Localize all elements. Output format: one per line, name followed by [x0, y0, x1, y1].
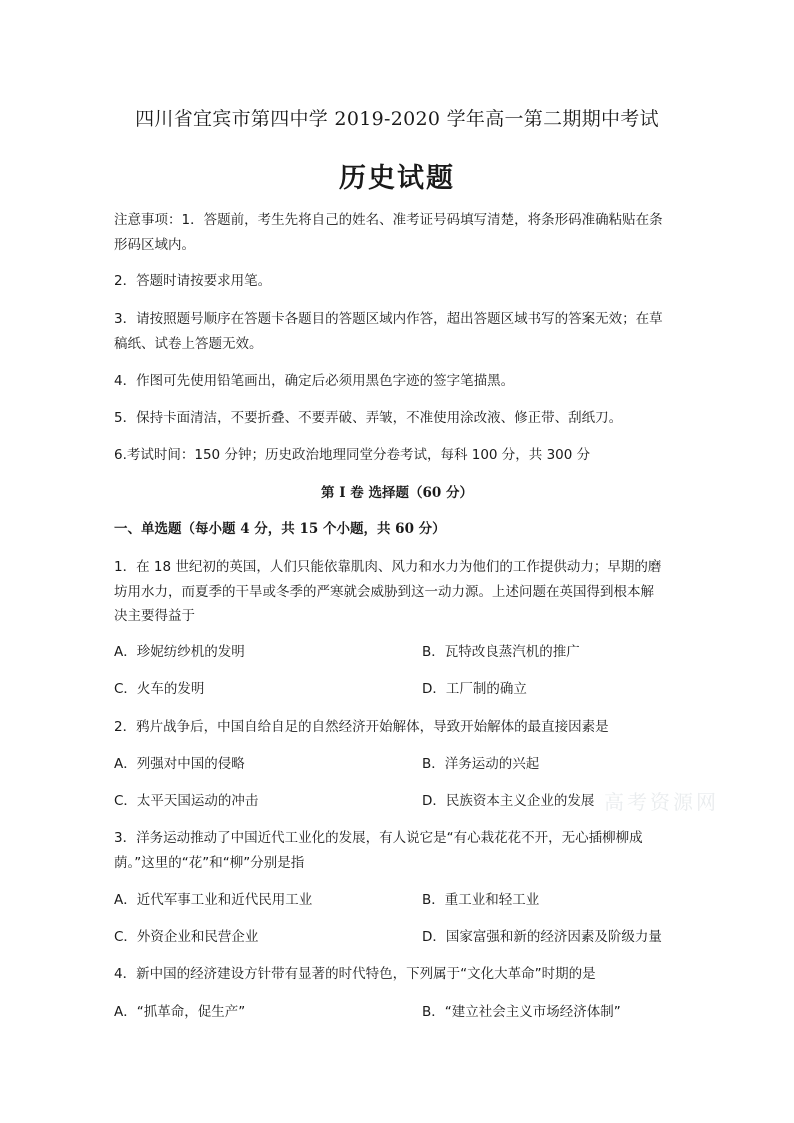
q4-option-b: B．“建立社会主义市场经济体制” [422, 1004, 621, 1020]
q3-option-d: D．国家富强和新的经济因素及阶级力量 [422, 929, 662, 945]
section-subtitle: 一、单选题（每小题 4 分，共 15 个小题，共 60 分） [114, 521, 446, 537]
q3-option-c: C．外资企业和民营企业 [114, 929, 259, 945]
notice-line-1: 注意事项：1．答题前，考生先将自己的姓名、准考证号码填写清楚，将条形码准确粘贴在条 [114, 212, 663, 228]
q2-option-d: D．民族资本主义企业的发展 [422, 793, 595, 809]
q1-stem-line-1: 1．在 18 世纪初的英国，人们只能依靠肌肉、风力和水力为他们的工作提供动力；早期的磨 [114, 559, 662, 575]
exam-title: 四川省宜宾市第四中学 2019-2020 学年高一第二期期中考试 [135, 108, 659, 130]
watermark-text: 高考资源网 [604, 790, 719, 814]
q1-option-a: A．珍妮纺纱机的发明 [114, 644, 245, 660]
q3-stem-line-1: 3．洋务运动推动了中国近代工业化的发展，有人说它是“有心栽花花不开，无心插柳柳成 [114, 830, 643, 846]
q4-stem-line-1: 4．新中国的经济建设方针带有显著的时代特色，下列属于“文化大革命”时期的是 [114, 966, 596, 982]
q2-option-a: A．列强对中国的侵略 [114, 756, 245, 772]
q1-stem-line-2: 坊用水力，而夏季的干旱或冬季的严寒就会威胁到这一动力源。上述问题在英国得到根本解 [114, 584, 654, 600]
q2-option-c: C．太平天国运动的冲击 [114, 793, 259, 809]
notice-line-8: 6.考试时间：150 分钟；历史政治地理同堂分卷考试，每科 100 分，共 300 分 [114, 447, 591, 463]
notice-line-7: 5．保持卡面清洁，不要折叠、不要弄破、弄皱，不准使用涂改液、修正带、刮纸刀。 [114, 410, 623, 426]
section-title: 第 I 卷 选择题（60 分） [321, 485, 473, 501]
subject-title: 历史试题 [339, 163, 455, 194]
notice-line-4: 3．请按照题号顺序在答题卡各题目的答题区域内作答，超出答题区域书写的答案无效；在草 [114, 311, 663, 327]
q1-option-b: B．瓦特改良蒸汽机的推广 [422, 644, 580, 660]
q1-option-c: C．火车的发明 [114, 681, 205, 697]
q4-option-a: A．“抓革命，促生产” [114, 1004, 246, 1020]
q2-stem-line-1: 2．鸦片战争后，中国自给自足的自然经济开始解体，导致开始解体的最直接因素是 [114, 719, 609, 735]
q2-option-b: B．洋务运动的兴起 [422, 756, 540, 772]
q3-option-a: A．近代军事工业和近代民用工业 [114, 892, 313, 908]
notice-line-2: 形码区域内。 [114, 237, 195, 253]
q1-option-d: D．工厂制的确立 [422, 681, 527, 697]
notice-line-6: 4．作图可先使用铅笔画出，确定后必须用黑色字迹的签字笔描黑。 [114, 373, 515, 389]
q3-stem-line-2: 荫。”这里的“花”和“柳”分别是指 [114, 855, 305, 871]
notice-line-3: 2．答题时请按要求用笔。 [114, 273, 272, 289]
notice-line-5: 稿纸、试卷上答题无效。 [114, 336, 263, 352]
q3-option-b: B．重工业和轻工业 [422, 892, 540, 908]
q1-stem-line-3: 决主要得益于 [114, 608, 195, 624]
